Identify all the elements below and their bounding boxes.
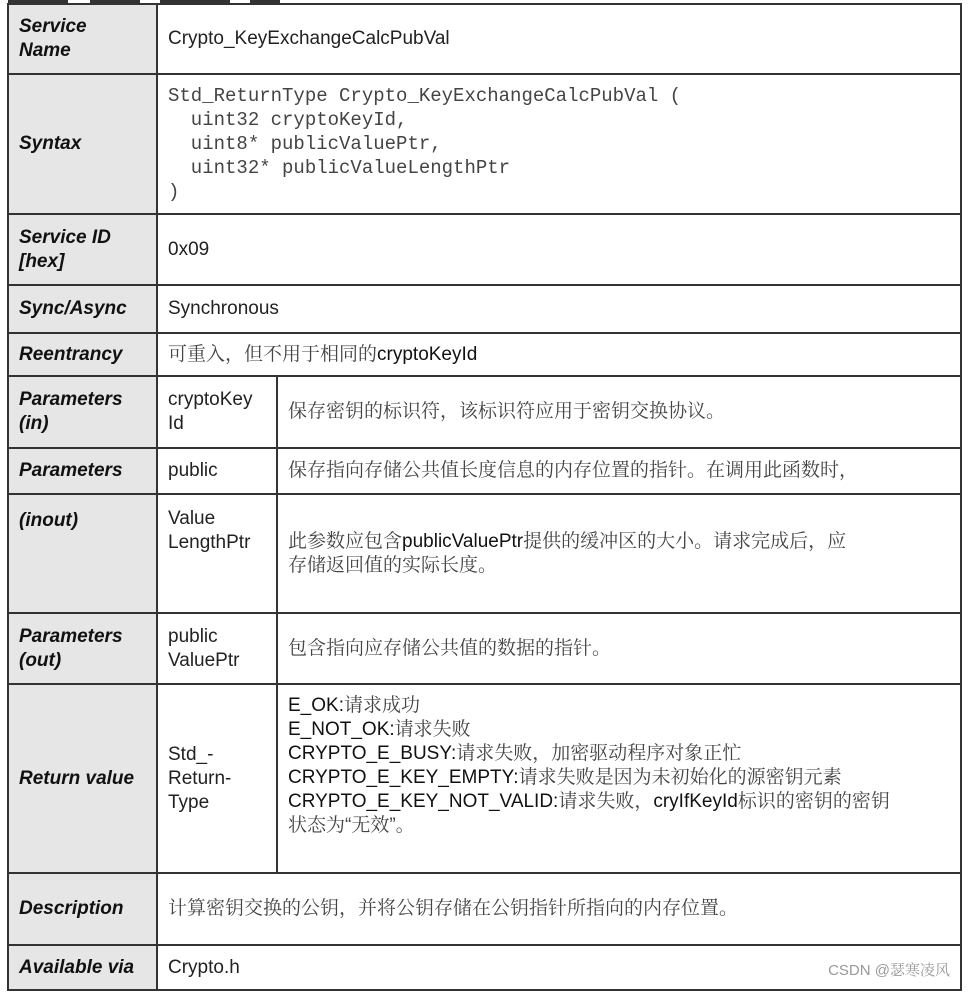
row-syntax — [8, 74, 961, 214]
row-service-id — [8, 214, 961, 285]
label-parameters-in: Parameters (in) — [8, 376, 157, 448]
value-reentrancy: 可重入，但不用于相同的cryptoKeyId — [157, 333, 961, 376]
value-syntax: Std_ReturnType Crypto_KeyExchangeCalcPubVal ( uint32 cryptoKeyId, uint8* publicValuePtr, uint32* publicValueLengthPtr ) — [157, 74, 961, 214]
return-item-e-ok: E_OK:请求成功 — [288, 695, 420, 716]
value-service-id: 0x09 — [157, 214, 961, 285]
row-parameters-in — [8, 376, 961, 448]
param-desc-cryptokeyid: 保存密钥的标识符，该标识符应用于密钥交换协议。 — [277, 376, 961, 448]
value-sync-async: Synchronous — [157, 285, 961, 333]
return-item-e-not-ok: E_NOT_OK:请求失败 — [288, 719, 471, 740]
param-desc-inout-part2: 此参数应包含publicValuePtr提供的缓冲区的大小。请求完成后，应 存储返回值的实际长度。 — [277, 494, 961, 613]
row-parameters-inout-cont — [8, 494, 961, 613]
return-item-crypto-e-key-empty: CRYPTO_E_KEY_EMPTY:请求失败是因为未初始化的源密钥元素 — [288, 767, 842, 788]
row-description — [8, 873, 961, 945]
value-available-via: Crypto.h CSDN @瑟寒凌风 — [157, 945, 961, 990]
return-item-crypto-e-busy: CRYPTO_E_BUSY:请求失败，加密驱动程序对象正忙 — [288, 743, 742, 764]
param-name-public: public — [157, 448, 277, 494]
label-available-via: Available via — [8, 945, 157, 990]
param-desc-publicvalueptr: 包含指向应存储公共值的数据的指针。 — [277, 613, 961, 684]
watermark: CSDN @瑟寒凌风 — [828, 962, 950, 979]
row-return-value — [8, 684, 961, 873]
return-values-list — [277, 684, 961, 873]
api-spec-table — [7, 3, 962, 991]
row-service-name — [8, 4, 961, 74]
return-item-crypto-e-key-not-valid: CRYPTO_E_KEY_NOT_VALID:请求失败，cryIfKeyId标识的密钥的密钥 — [288, 791, 890, 812]
row-parameters-out — [8, 613, 961, 684]
value-description: 计算密钥交换的公钥，并将公钥存储在公钥指针所指向的内存位置。 — [157, 873, 961, 945]
row-sync-async — [8, 285, 961, 333]
param-desc-inout-part1: 保存指向存储公共值长度信息的内存位置的指针。在调用此函数时， — [277, 448, 961, 494]
label-reentrancy: Reentrancy — [8, 333, 157, 376]
label-service-id: Service ID [hex] — [8, 214, 157, 285]
label-parameters-inout: Parameters — [8, 448, 157, 494]
label-return-value: Return value — [8, 684, 157, 873]
param-name-publicvalueptr: public ValuePtr — [157, 613, 277, 684]
label-service-name: Service Name — [8, 4, 157, 74]
row-reentrancy — [8, 333, 961, 376]
row-available-via — [8, 945, 961, 990]
return-item-continuation: 状态为“无效”。 — [288, 815, 415, 836]
label-syntax: Syntax — [8, 74, 157, 214]
label-description: Description — [8, 873, 157, 945]
param-name-cryptokeyid: cryptoKey Id — [157, 376, 277, 448]
row-parameters-inout-head — [8, 448, 961, 494]
param-name-valuelengthptr: Value LengthPtr — [157, 494, 277, 613]
value-service-name: Crypto_KeyExchangeCalcPubVal — [157, 4, 961, 74]
label-parameters-out: Parameters (out) — [8, 613, 157, 684]
label-sync-async: Sync/Async — [8, 285, 157, 333]
return-type: Std_- Return- Type — [157, 684, 277, 873]
label-inout: (inout) — [8, 494, 157, 613]
